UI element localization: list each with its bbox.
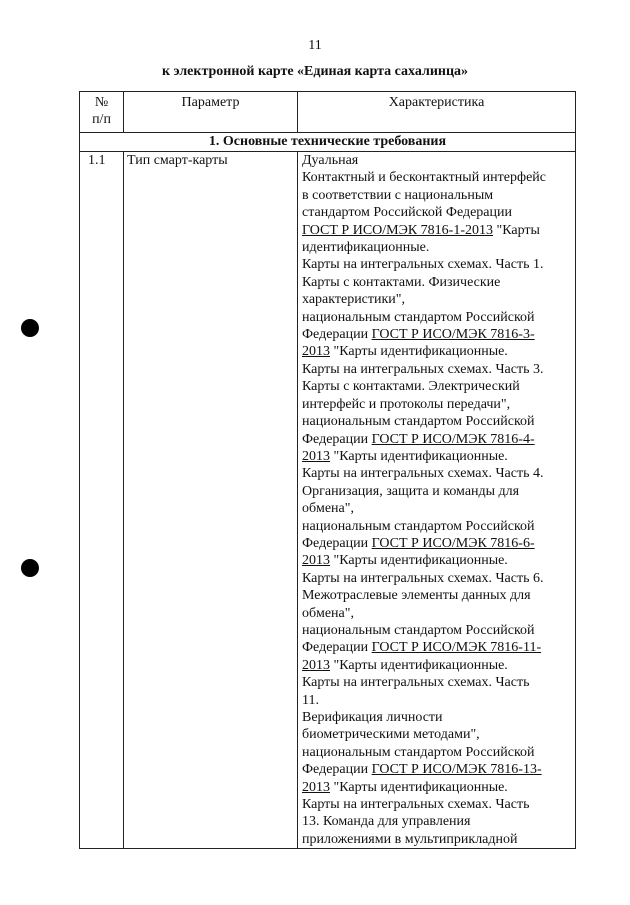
characteristic-line: [302, 378, 573, 395]
characteristic-line: [302, 831, 573, 848]
characteristic-line: [302, 431, 573, 448]
line-text: национальным стандартом Российской: [302, 518, 535, 534]
line-text: биометрическими методами",: [302, 727, 480, 743]
table-row: [80, 152, 576, 849]
characteristic-line: [302, 674, 573, 691]
characteristic-line: [302, 187, 573, 204]
characteristic-line: [302, 413, 573, 430]
standard-reference: ГОСТ Р ИСО/МЭК 7816-11-: [371, 640, 542, 656]
characteristic-line: [302, 222, 573, 239]
header-char: Характеристика: [298, 92, 576, 133]
line-text: Федерации: [302, 640, 372, 656]
line-text: обмена",: [302, 501, 354, 517]
line-text: "Карты идентификационные.: [330, 344, 508, 360]
characteristic-line: [302, 657, 573, 674]
line-text: 11.: [302, 692, 319, 708]
line-text: Дуальная: [302, 153, 359, 168]
line-text: Верификация личности: [302, 710, 443, 725]
page-number: 11: [308, 38, 322, 53]
characteristic-line: [302, 465, 573, 482]
characteristic-line: [302, 239, 573, 256]
line-text: стандартом Российской Федерации: [302, 205, 512, 221]
punch-hole-bottom: [21, 559, 39, 577]
standard-reference: ГОСТ Р ИСО/МЭК 7816-3-: [371, 327, 535, 343]
characteristic-line: [302, 500, 573, 517]
characteristic-line: [302, 256, 573, 273]
standard-reference: 2013: [302, 344, 330, 360]
line-text: Федерации: [302, 431, 372, 447]
characteristic-line: [302, 552, 573, 569]
line-text: национальным стандартом Российской: [302, 309, 535, 325]
characteristic-line: [302, 761, 573, 778]
line-text: обмена",: [302, 605, 354, 621]
line-text: национальным стандартом Российской: [302, 744, 535, 760]
line-text: характеристики",: [302, 292, 406, 308]
characteristic-line: [302, 518, 573, 535]
table-header-row: [80, 92, 576, 133]
row-param: Тип смарт-карты: [124, 152, 298, 849]
header-num: [80, 92, 124, 133]
line-text: Межотраслевые элементы данных для: [302, 588, 531, 604]
line-text: "Карты идентификационные.: [330, 657, 508, 673]
line-text: Федерации: [302, 535, 372, 551]
line-text: Карты на интегральных схемах. Часть: [302, 797, 530, 813]
section-row: [80, 133, 576, 152]
line-text: Федерации: [302, 762, 372, 778]
section-title: 1. Основные технические требования: [80, 133, 576, 152]
characteristic-line: [302, 639, 573, 656]
line-text: Карты с контактами. Физические: [302, 274, 501, 290]
characteristic-line: [302, 448, 573, 465]
characteristic-line: [302, 587, 573, 604]
line-text: Контактный и бесконтактный интерфейс: [302, 170, 546, 186]
standard-reference: ГОСТ Р ИСО/МЭК 7816-13-: [371, 762, 542, 778]
characteristic-line: [302, 709, 573, 726]
standard-reference: 2013: [302, 779, 330, 795]
characteristic-line: [302, 726, 573, 743]
characteristic-line: [302, 343, 573, 360]
line-text: национальным стандартом Российской: [302, 622, 535, 638]
line-text: Организация, защита и команды для: [302, 483, 520, 499]
line-text: Карты на интегральных схемах. Часть: [302, 675, 530, 691]
line-text: Карты с контактами. Электрический: [302, 379, 520, 395]
characteristic-line: [302, 605, 573, 622]
characteristic-line: [302, 744, 573, 761]
characteristic-line: [302, 169, 573, 186]
line-text: Карты на интегральных схемах. Часть 3.: [302, 361, 544, 377]
characteristic-line: [302, 326, 573, 343]
characteristic-line: [302, 396, 573, 413]
line-text: идентификационные.: [302, 240, 430, 256]
punch-hole-top: [21, 319, 39, 337]
line-text: "Карты идентификационные.: [330, 448, 508, 464]
line-text: "Карты: [493, 222, 540, 238]
line-text: Карты на интегральных схемах. Часть 4.: [302, 466, 544, 482]
standard-reference: 2013: [302, 553, 330, 569]
requirements-table: [79, 91, 576, 849]
line-text: в соответствии с национальным: [302, 187, 494, 203]
characteristic-line: [302, 483, 573, 500]
characteristic-line: [302, 535, 573, 552]
line-text: "Карты идентификационные.: [330, 779, 508, 795]
characteristic-line: [302, 692, 573, 709]
characteristic-line: [302, 570, 573, 587]
line-text: 13. Команда для управления: [302, 814, 471, 830]
characteristic-line: [302, 152, 573, 169]
header-param: Параметр: [124, 92, 298, 133]
characteristic-line: [302, 813, 573, 830]
characteristic-line: [302, 361, 573, 378]
characteristic-line: [302, 796, 573, 813]
header-num-line1: №: [94, 95, 109, 110]
line-text: Карты на интегральных схемах. Часть 1.: [302, 257, 544, 273]
document-title: к электронной карте «Единая карта сахалинца»: [161, 64, 469, 79]
row-number: 1.1: [80, 152, 124, 849]
standard-reference: ГОСТ Р ИСО/МЭК 7816-6-: [371, 535, 535, 551]
line-text: Карты на интегральных схемах. Часть 6.: [302, 570, 544, 586]
row-characteristic: [298, 152, 576, 849]
line-text: "Карты идентификационные.: [330, 553, 508, 569]
characteristic-line: [302, 779, 573, 796]
line-text: национальным стандартом Российской: [302, 414, 535, 430]
characteristic-line: [302, 622, 573, 639]
standard-reference: 2013: [302, 448, 330, 464]
standard-reference: 2013: [302, 657, 330, 673]
characteristic-line: [302, 291, 573, 308]
standard-reference: ГОСТ Р ИСО/МЭК 7816-4-: [371, 431, 535, 447]
standard-reference: ГОСТ Р ИСО/МЭК 7816-1-2013: [302, 222, 494, 238]
line-text: Федерации: [302, 327, 372, 343]
line-text: приложениями в мультиприкладной: [302, 831, 518, 847]
characteristic-line: [302, 309, 573, 326]
characteristic-line: [302, 204, 573, 221]
header-num-line2: п/п: [92, 112, 111, 128]
characteristic-line: [302, 274, 573, 291]
line-text: интерфейс и протоколы передачи",: [302, 396, 511, 412]
